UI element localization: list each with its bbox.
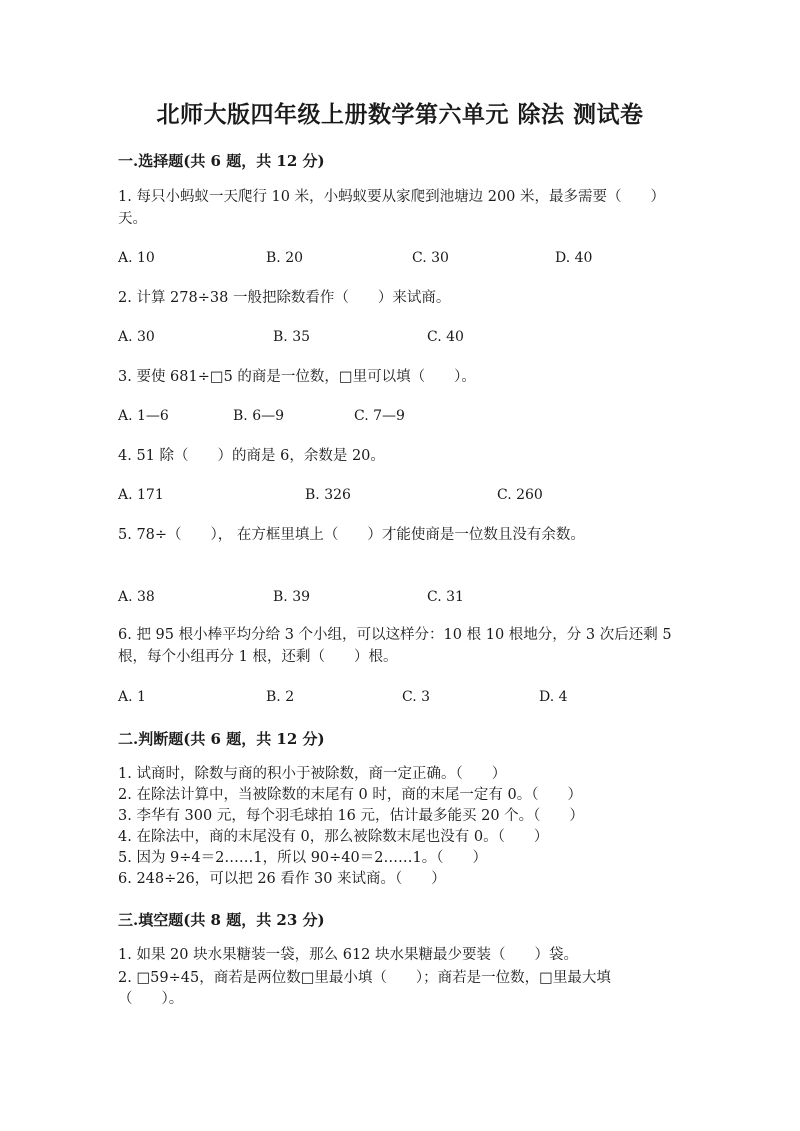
option-b: B. 35 — [273, 329, 311, 345]
option-b: B. 2 — [266, 689, 295, 705]
judgment-item: 1. 试商时，除数与商的积小于被除数，商一定正确。（ ） — [118, 766, 507, 782]
question-text: 2. 计算 278÷38 一般把除数看作（ ）来试商。 — [118, 290, 451, 306]
option-a: A. 1—6 — [118, 408, 169, 424]
option-a: A. 38 — [118, 589, 155, 605]
section-heading-choice: 一.选择题(共 6 题，共 12 分) — [118, 152, 325, 170]
judgment-item: 2. 在除法计算中，当被除数的末尾有 0 时，商的末尾一定有 0。（ ） — [118, 787, 582, 803]
question-text: 5. 78÷（ ）， 在方框里填上（ ）才能使商是一位数且没有余数。 — [118, 527, 585, 543]
question-text: 3. 要使 681÷□5 的商是一位数，□里可以填（ ）。 — [118, 369, 476, 385]
section-heading-fill-blank: 三.填空题(共 8 题，共 23 分) — [118, 911, 325, 929]
fill-blank-item: 2. □59÷45，商若是两位数□里最小填（ ）；商若是一位数，□里最大填 — [118, 970, 611, 986]
option-b: B. 6—9 — [233, 408, 285, 424]
option-c: C. 40 — [427, 329, 464, 345]
question-text: 1. 每只小蚂蚁一天爬行 10 米，小蚂蚁要从家爬到池塘边 200 米，最多需要（ ）天。 — [118, 189, 666, 227]
option-d: D. 40 — [555, 250, 593, 266]
question-options — [118, 689, 718, 711]
judgment-item: 3. 李华有 300 元，每个羽毛球拍 16 元，估计最多能买 20 个。（ ） — [118, 808, 584, 824]
option-c: C. 31 — [427, 589, 464, 605]
page-title: 北师大版四年级上册数学第六单元 除法 测试卷 — [156, 101, 644, 128]
judgment-item: 4. 在除法中，商的末尾没有 0，那么被除数末尾也没有 0。（ ） — [118, 829, 549, 845]
option-d: D. 4 — [539, 689, 568, 705]
question-options — [118, 329, 718, 351]
option-c: C. 260 — [497, 487, 543, 503]
option-a: A. 30 — [118, 329, 155, 345]
fill-blank-item: 1. 如果 20 块水果糖装一袋，那么 612 块水果糖最少要装（ ）袋。 — [118, 947, 579, 963]
question-text: 4. 51 除（ ）的商是 6，余数是 20。 — [118, 448, 385, 464]
option-b: B. 39 — [273, 589, 311, 605]
fill-blank-item-continued: （ ）。 — [118, 991, 184, 1007]
question-text: 6. 把 95 根小棒平均分给 3 个小组，可以这样分：10 根 10 根地分，分 3 次后还剩 5 根，每个小组再分 1 根，还剩（ ）根。 — [118, 627, 672, 665]
section-heading-judgment: 二.判断题(共 6 题，共 12 分) — [118, 730, 325, 748]
option-a: A. 171 — [118, 487, 164, 503]
option-c: C. 3 — [402, 689, 431, 705]
option-a: A. 10 — [118, 250, 155, 266]
question-options — [118, 250, 718, 272]
option-c: C. 30 — [412, 250, 449, 266]
question-options — [118, 487, 718, 509]
option-b: B. 326 — [305, 487, 351, 503]
question-options — [118, 408, 718, 430]
option-c: C. 7—9 — [354, 408, 405, 424]
option-b: B. 20 — [266, 250, 304, 266]
judgment-item: 5. 因为 9÷4＝2……1，所以 90÷40＝2……1。（ ） — [118, 850, 487, 866]
option-a: A. 1 — [118, 689, 146, 705]
question-options — [118, 589, 718, 611]
judgment-item: 6. 248÷26，可以把 26 看作 30 来试商。（ ） — [118, 871, 446, 887]
